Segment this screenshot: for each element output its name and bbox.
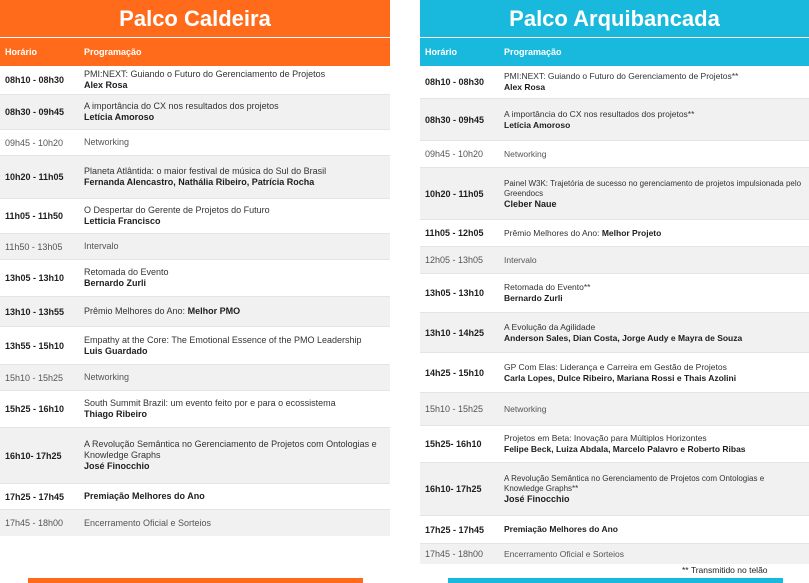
table-row <box>0 95 390 130</box>
row-program <box>80 306 246 317</box>
session-title: A Revolução Semântica no Gerenciamento de Projetos com Ontologias e Knowledge Graphs** <box>504 474 765 493</box>
row-program <box>80 335 367 357</box>
session-title: Premiação Melhores do Ano <box>84 491 205 501</box>
table-row <box>0 391 390 428</box>
row-program <box>500 179 809 209</box>
session-title: Networking <box>84 137 130 147</box>
session-title: A importância do CX nos resultados dos projetos <box>84 101 279 111</box>
row-time: 08h10 - 08h30 <box>5 75 65 85</box>
row-program <box>500 549 630 560</box>
table-row <box>420 544 809 564</box>
broadcast-footnote: ** Transmitido no telão <box>682 565 768 575</box>
session-title: GP Com Elas: Liderança e Carreira em Gestão de Projetos <box>504 361 727 372</box>
row-program <box>80 101 285 123</box>
table-row <box>0 297 390 327</box>
row-program <box>500 282 596 304</box>
row-time: 11h05 - 11h50 <box>5 211 64 221</box>
panel-title: Palco Arquibancada <box>420 0 809 37</box>
table-row <box>420 99 809 141</box>
session-speaker: Carla Lopes, Dulce Ribeiro, Mariana Rossi e Thais Azolini <box>504 372 737 383</box>
session-speaker: José Finocchio <box>504 494 570 504</box>
row-program <box>500 524 624 535</box>
row-program <box>500 71 744 93</box>
row-time: 15h25 - 16h10 <box>5 404 65 414</box>
row-time: 16h10- 17h25 <box>425 484 482 494</box>
row-time: 13h05 - 13h10 <box>425 288 485 298</box>
row-time: 10h20 - 11h05 <box>425 188 484 199</box>
row-program <box>80 241 125 252</box>
table-row <box>0 66 390 95</box>
session-speaker: Letícia Amoroso <box>84 112 155 122</box>
session-title: Planeta Atlântida: o maior festival de música do Sul do Brasil <box>84 166 327 176</box>
row-time: 13h10 - 14h25 <box>425 327 485 338</box>
palco-arquibancada-panel <box>420 0 809 564</box>
session-speaker: Letticia Francisco <box>84 216 161 226</box>
row-program <box>500 255 543 266</box>
session-title: A importância do CX nos resultados dos projetos** <box>504 108 695 119</box>
session-speaker: Bernardo Zurli <box>84 278 147 288</box>
table-row <box>420 220 809 247</box>
row-program <box>500 228 667 239</box>
table-row <box>0 428 390 484</box>
row-program <box>80 69 331 91</box>
session-title: Painel W3K: Trajetória de sucesso no gerenciamento de projetos impulsionada pelo Greendocs <box>504 178 802 198</box>
table-row <box>0 484 390 510</box>
row-time: 13h10 - 13h55 <box>5 306 65 317</box>
palco-caldeira-panel <box>0 0 390 536</box>
col-header-time: Horário <box>5 47 38 57</box>
table-row <box>420 426 809 463</box>
session-speaker: Felipe Beck, Luiza Abdala, Marcelo Palavro e Roberto Ribas <box>504 444 746 454</box>
session-speaker: Anderson Sales, Dian Costa, Jorge Audy e Mayra de Souza <box>504 332 743 343</box>
row-time: 16h10- 17h25 <box>5 450 62 461</box>
row-time: 11h05 - 12h05 <box>425 228 484 238</box>
session-title: Encerramento Oficial e Sorteios <box>84 517 212 528</box>
session-title: O Despertar do Gerente de Projetos do Futuro <box>84 205 270 215</box>
row-time: 09h45 - 10h20 <box>5 137 64 148</box>
caldeira-bottom-bar <box>28 578 363 583</box>
table-row <box>0 365 390 391</box>
row-time: 15h10 - 15h25 <box>425 404 484 414</box>
session-title: Projetos em Beta: Inovação para Múltiplos Horizontes <box>504 433 707 443</box>
table-row <box>0 234 390 260</box>
table-row <box>0 260 390 297</box>
session-speaker: Cleber Naue <box>504 198 557 209</box>
session-title: A Revolução Semântica no Gerenciamento de Projetos com Ontologias e Knowledge Graphs <box>84 439 377 460</box>
session-title: Premiação Melhores do Ano <box>504 524 618 534</box>
row-time: 17h45 - 18h00 <box>425 549 484 559</box>
table-row <box>420 393 809 426</box>
award-name: Melhor PMO <box>187 306 241 316</box>
session-title: Networking <box>504 403 547 414</box>
row-program <box>500 149 553 160</box>
table-row <box>420 463 809 516</box>
row-program <box>500 433 752 455</box>
row-program <box>80 491 211 502</box>
row-time: 12h05 - 13h05 <box>425 255 484 265</box>
arquibancada-bottom-bar <box>448 578 783 583</box>
row-program <box>80 267 175 289</box>
session-title: Prêmio Melhores do Ano: <box>504 227 600 238</box>
session-title: Networking <box>84 372 130 382</box>
table-row <box>0 130 390 156</box>
session-speaker: Thiago Ribeiro <box>84 409 147 419</box>
row-program <box>500 109 700 131</box>
session-title: Encerramento Oficial e Sorteios <box>504 548 624 559</box>
session-speaker: Fernanda Alencastro, Nathália Ribeiro, Patrícia Rocha <box>84 177 315 187</box>
table-row <box>0 327 390 365</box>
row-time: 08h10 - 08h30 <box>425 77 485 87</box>
table-row <box>0 156 390 199</box>
row-program <box>80 372 135 383</box>
table-header <box>420 38 809 66</box>
row-time: 08h30 - 09h45 <box>5 107 65 117</box>
table-row <box>420 516 809 544</box>
row-time: 15h25- 16h10 <box>425 439 482 449</box>
row-program <box>500 474 809 504</box>
row-time: 11h50 - 13h05 <box>5 241 63 252</box>
session-title: PMI:NEXT: Guiando o Futuro do Gerenciamento de Projetos** <box>504 71 739 81</box>
row-program <box>80 166 332 188</box>
table-header <box>0 38 390 66</box>
row-program <box>500 322 748 344</box>
row-program <box>80 398 342 420</box>
session-title: South Summit Brazil: um evento feito por e para o ecossistema <box>84 398 336 408</box>
row-time: 13h05 - 13h10 <box>5 273 65 283</box>
panel-title: Palco Caldeira <box>0 0 390 37</box>
row-time: 17h25 - 17h45 <box>5 491 65 502</box>
session-title: Prêmio Melhores do Ano: <box>84 306 186 316</box>
session-title: Retomada do Evento <box>84 267 169 277</box>
table-row <box>420 313 809 353</box>
row-program <box>500 362 742 384</box>
row-time: 09h45 - 10h20 <box>425 149 484 159</box>
session-speaker: José Finocchio <box>84 461 150 471</box>
table-row <box>420 247 809 274</box>
session-title: Networking <box>504 148 547 159</box>
award-name: Melhor Projeto <box>601 227 662 238</box>
row-program <box>80 518 217 529</box>
table-row <box>420 168 809 220</box>
row-time: 13h55 - 15h10 <box>5 340 65 351</box>
row-program <box>80 205 276 227</box>
row-time: 17h25 - 17h45 <box>425 524 485 535</box>
row-program <box>80 137 135 148</box>
table-row <box>420 141 809 168</box>
session-title: Intervalo <box>84 241 119 251</box>
table-row <box>420 353 809 393</box>
row-program <box>80 439 390 472</box>
session-speaker: Alex Rosa <box>84 80 128 90</box>
table-row <box>420 274 809 313</box>
col-header-program: Programação <box>84 47 142 57</box>
row-time: 08h30 - 09h45 <box>425 114 485 125</box>
session-speaker: Luis Guardado <box>84 345 148 356</box>
col-header-time: Horário <box>425 47 458 57</box>
session-speaker: Alex Rosa <box>504 82 546 92</box>
table-row <box>420 66 809 99</box>
session-title: Retomada do Evento** <box>504 282 591 292</box>
session-speaker: Letícia Amoroso <box>504 119 571 130</box>
session-title: PMI:NEXT: Guiando o Futuro do Gerenciamento de Projetos <box>84 69 326 79</box>
col-header-program: Programação <box>504 47 562 57</box>
row-time: 15h10 - 15h25 <box>5 372 64 383</box>
row-program <box>500 404 553 415</box>
session-title: A Evolução da Agilidade <box>504 321 596 332</box>
row-time: 14h25 - 15h10 <box>425 367 485 378</box>
table-row <box>0 199 390 234</box>
session-speaker: Bernardo Zurli <box>504 293 563 303</box>
session-title: Intervalo <box>504 254 537 265</box>
session-title: Empathy at the Core: The Emotional Essence of the PMO Leadership <box>84 334 362 345</box>
row-time: 10h20 - 11h05 <box>5 172 64 182</box>
row-time: 17h45 - 18h00 <box>5 518 64 528</box>
table-row <box>0 510 390 536</box>
